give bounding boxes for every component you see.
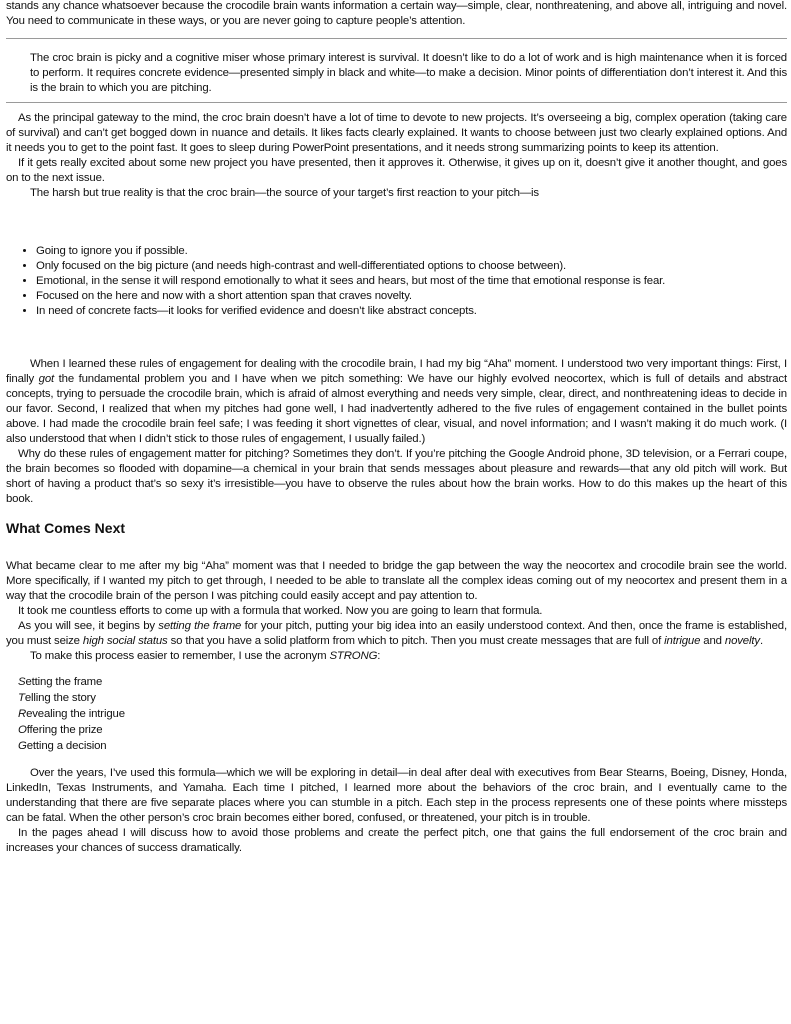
paragraph-excited: If it gets really excited about some new project you have presented, then it approves it. Otherwise, it gives up on it, doesn’t give it another thought, and goes on to the next issue. — [6, 157, 787, 184]
list-item: • Focused on the here and now with a short attention span that craves novelty. — [36, 289, 787, 304]
emphasis-high-social-status: high social status — [82, 635, 168, 647]
paragraph-top: stands any chance whatsoever because the crocodile brain wants information a certain way—simple, clear, nonthreatening, and above all, intriguing and novel. You need to communicate in these ways, or you are never going to capture people’s attention. — [6, 0, 787, 27]
acronym-rest: ffering the prize — [26, 724, 103, 736]
bullet-list — [6, 244, 787, 319]
acronym-letter: O — [18, 724, 27, 736]
emphasis-setting-frame: setting the frame — [158, 620, 242, 632]
list-item: • Only focused on the big picture (and needs high-contrast and well-differentiated options to choose between). — [36, 259, 787, 274]
list-item: • Emotional, in the sense it will respond emotionally to what it sees and hears, but most of the time that emotional response is fear. — [36, 274, 787, 289]
acronym-rest: etting the frame — [25, 676, 103, 688]
acronym-letter: G — [18, 740, 27, 752]
acronym-intro-text: To make this process easier to remember, I use the acronym — [30, 650, 330, 662]
aha-text-after: the fundamental problem you and I have when we pitch something: We have our highly evolved neocortex, which is full of details and abstract concepts, trying to persuade the crocodile brain, which is afraid of almost everything and needs very simple, clear, direct, and nonthreatening ideas to decide in our favor. Second, I realized that when my pitches had gone well, I had inadvertently adhered to the five rules of engagement contained in the bullet points above. I had made the crocodile brain feel safe; I was feeding it short vignettes of clear, visual, and novel information; and I wasn’t making it do much work. (I also understood that when I didn’t stick to those rules of engagement, I usually failed.) — [6, 373, 787, 445]
paragraph-acronym — [6, 649, 787, 664]
emphasis-intrigue: intrigue — [664, 635, 701, 647]
divider-top — [6, 38, 787, 39]
acronym-item — [18, 722, 787, 738]
setting-text-4: and — [700, 635, 725, 647]
setting-text-3: so that you have a solid platform from which to pitch. Then you must create messages that are full of — [167, 635, 665, 647]
aha-text-before: When I learned these rules of engagement for dealing with the crocodile brain, I had my big “Aha” moment. I understood two very important things: First, I finally — [6, 358, 787, 385]
section-heading: What Comes Next — [6, 520, 126, 536]
acronym-rest: evealing the intrigue — [26, 708, 125, 720]
paragraph-harsh: The harsh but true reality is that the croc brain—the source of your target’s first reaction to your pitch—is — [30, 187, 539, 199]
acronym-item — [18, 690, 787, 706]
acronym-item — [18, 674, 787, 690]
acronym-letter: S — [18, 676, 26, 688]
setting-text-2: for your pitch, putting your big idea into an easily understood context. And then, once the frame is established, you must seize — [6, 620, 788, 647]
acronym-letter: T — [18, 692, 25, 704]
paragraph-setting — [6, 619, 787, 649]
acronym-list — [6, 674, 787, 754]
aha-emphasis: got — [38, 373, 55, 385]
list-item: • In need of concrete facts—it looks for verified evidence and doesn’t like abstract concepts. — [36, 304, 787, 319]
acronym-item — [18, 738, 787, 754]
acronym-rest: elling the story — [24, 692, 96, 704]
divider-bottom — [6, 102, 787, 103]
acronym-strong: STRONG — [329, 650, 378, 662]
paragraph-gateway: As the principal gateway to the mind, the croc brain doesn’t have a lot of time to devote to new projects. It’s overseeing a big, complex operation (taking care of survival) and can’t get bogged down in nuance and details. It likes facts clearly explained. It wants to choose between just two clearly explained options. And it needs you to get to the point fast. It goes to sleep during PowerPoint presentations, and it needs strong summarizing points to keep its attention. — [6, 112, 787, 154]
setting-text-5: . — [759, 635, 763, 647]
paragraph-became: What became clear to me after my big “Aha” moment was that I needed to bridge the gap between the way the neocortex and crocodile brain see the world. More specifically, if I wanted my pitch to get through, I needed to be able to translate all the complex ideas coming out of my neocortex and present them in a way that the crocodile brain of the person I was pitching could easily accept and pay attention to. — [6, 560, 787, 602]
acronym-item — [18, 706, 787, 722]
paragraph-years: Over the years, I’ve used this formula—which we will be exploring in detail—in deal after deal with executives from Bear Stearns, Boeing, Disney, Honda, LinkedIn, Texas Instruments, and Yamaha. Each time I pitched, I learned more about the behaviors of the croc brain, and I eventually came to the understanding that there are five separate places where you can stumble in a pitch. Each step in the process represents one of these points where missteps can be fatal. When the other person’s croc brain becomes either bored, confused, or threatened, your pitch is in trouble. — [6, 767, 787, 824]
setting-text-1: As you will see, it begins by — [18, 620, 159, 632]
blockquote: The croc brain is picky and a cognitive miser whose primary interest is survival. It doesn’t like to do a lot of work and is high maintenance when it is forced to perform. It requires concrete evidence—presented simply in black and white—to make a decision. Minor points of differentiation don’t interest it. And this is the brain to which you are pitching. — [30, 52, 787, 94]
paragraph-countless: It took me countless efforts to come up with a formula that worked. Now you are going to learn that formula. — [18, 605, 543, 617]
acronym-letter: R — [18, 708, 27, 720]
acronym-rest: etting a decision — [26, 740, 107, 752]
acronym-intro-colon: : — [377, 650, 381, 662]
list-item: • Going to ignore you if possible. — [36, 244, 787, 259]
paragraph-aha — [6, 357, 787, 447]
paragraph-why: Why do these rules of engagement matter for pitching? Sometimes they don’t. If you’re pitching the Google Android phone, 3D television, or a Ferrari coupe, the brain becomes so flooded with dopamine—a chemical in your brain that sends messages about pleasure and rewards—that any old pitch will work. But short of having a product that’s so sexy it’s irresistible—you have to observe the rules about how the brain works. How to do this makes up the heart of this book. — [6, 448, 787, 505]
emphasis-novelty: novelty — [724, 635, 760, 647]
document-page — [6, 0, 787, 856]
paragraph-ahead: In the pages ahead I will discuss how to avoid those problems and create the perfect pitch, one that gains the full endorsement of the croc brain and increases your chances of success dramatically. — [6, 827, 787, 854]
